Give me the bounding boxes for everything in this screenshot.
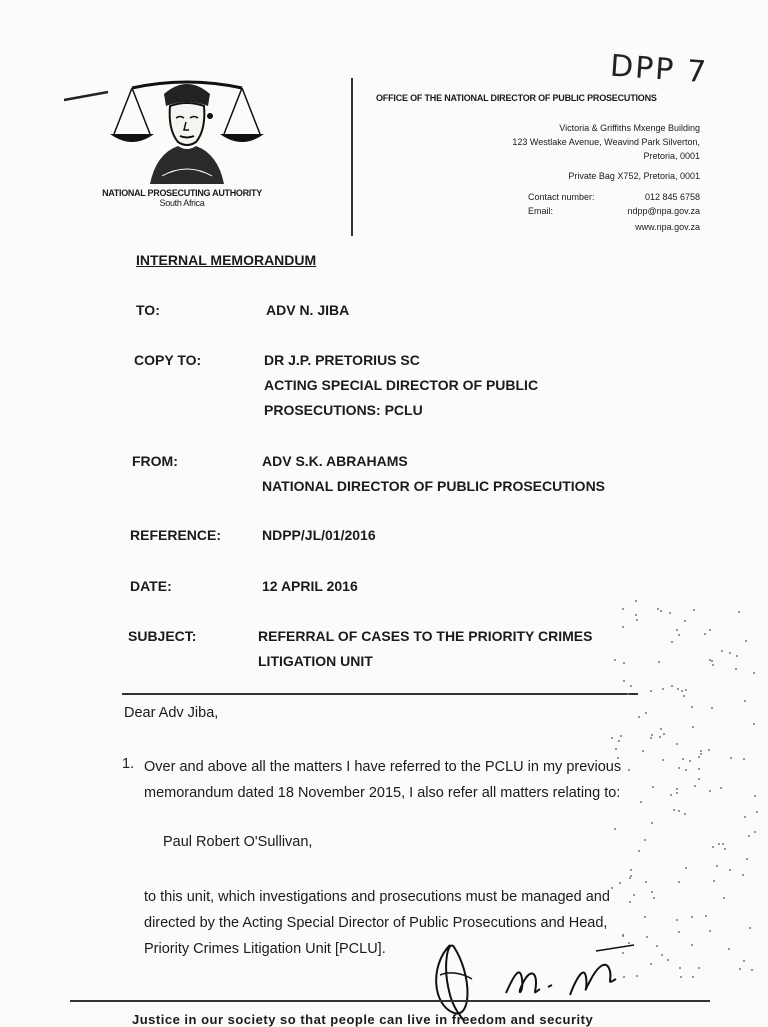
scan-speck [630,685,632,687]
scan-speck [709,930,711,932]
email-label: Email: [528,206,554,216]
scan-speck [622,626,624,628]
scan-speck [754,831,756,833]
scan-speck [642,750,644,752]
scan-speck [700,753,702,755]
memo-title: INTERNAL MEMORANDUM [136,252,317,268]
website: www.npa.gov.za [635,222,700,232]
authority-name: NATIONAL PROSECUTING AUTHORITY [102,188,262,198]
scan-speck [729,869,731,871]
subject-line: REFERRAL OF CASES TO THE PRIORITY CRIMES [258,628,593,644]
to-value: ADV N. JIBA [266,302,350,318]
scan-speck [638,716,640,718]
scan-speck [657,608,659,610]
scan-speck [735,668,737,670]
scan-speck [705,915,707,917]
scan-speck [722,843,724,845]
scan-speck [739,968,741,970]
scan-speck [644,839,646,841]
scan-speck [660,610,662,612]
scan-speck [635,614,637,616]
scan-speck [645,881,647,883]
scan-speck [743,960,745,962]
scan-speck [676,919,678,921]
scan-speck [651,891,653,893]
scan-speck [692,726,694,728]
item-number: 1. [122,756,135,772]
scan-speck [685,769,687,771]
copy-to-line: PROSECUTIONS: PCLU [264,402,423,418]
reference-value: NDPP/JL/01/2016 [262,527,376,543]
logo-caption [92,188,272,208]
scan-speck [716,865,718,867]
scan-speck [669,612,671,614]
scan-speck [708,749,710,751]
scan-speck [684,813,686,815]
scan-speck [698,967,700,969]
subject-label: SUBJECT: [128,628,197,644]
scan-speck [623,680,625,682]
scan-speck [748,835,750,837]
scan-speck [638,850,640,852]
scan-speck [678,810,680,812]
scan-speck [658,661,660,663]
contact-number: 012 845 6758 [644,192,700,202]
scan-speck [656,945,658,947]
scan-speck [663,733,665,735]
scan-speck [630,875,632,877]
scan-speck [676,743,678,745]
scan-speck [751,969,753,971]
scan-speck [749,927,751,929]
scan-speck [681,690,683,692]
subject-line: LITIGATION UNIT [258,653,373,669]
scan-speck [698,778,700,780]
scan-speck [709,659,711,661]
scan-speck [692,976,694,978]
scan-speck [713,880,715,882]
scan-speck [693,609,695,611]
scan-speck [718,843,720,845]
scan-speck [678,881,680,883]
scan-speck [723,897,725,899]
to-label: TO: [136,302,160,318]
private-bag: Private Bag X752, Pretoria, 0001 [568,171,700,181]
email-address: ndpp@npa.gov.za [627,206,700,216]
scan-speck [676,792,678,794]
scan-speck [611,737,613,739]
scan-speck [744,700,746,702]
scan-speck [730,757,732,759]
copy-to-label: COPY TO: [134,352,202,368]
scan-speck [720,787,722,789]
scan-speck [711,707,713,709]
scan-speck [662,688,664,690]
scan-speck [698,768,700,770]
footer-rule [70,1000,710,1002]
scan-speck [623,662,625,664]
scan-speck [635,600,637,602]
scan-speck [644,916,646,918]
handwritten-document-mark: DPP 7 [608,48,710,91]
reference-label: REFERENCE: [130,527,222,543]
paragraph-1 [144,754,644,806]
scan-speck [646,936,648,938]
scan-speck [667,959,669,961]
scan-speck [729,652,731,654]
scan-speck [711,660,713,662]
scan-speck [685,689,687,691]
scan-speck [712,846,714,848]
paragraph-line: directed by the Acting Special Director of Public Prosecutions and Head, [144,915,608,931]
address-line: Victoria & Griffiths Mxenge Building [559,123,700,133]
scales-of-justice-icon [92,72,282,192]
scan-speck [691,944,693,946]
paragraph-line: memorandum dated 18 November 2015, I also refer all matters relating to: [144,785,621,801]
scan-speck [684,620,686,622]
scan-speck [662,759,664,761]
scan-speck [691,916,693,918]
scan-speck [743,758,745,760]
from-value [262,449,605,499]
scan-speck [653,897,655,899]
contact-label: Contact number: [528,192,595,202]
scan-speck [709,790,711,792]
scan-speck [678,634,680,636]
scan-speck [682,758,684,760]
paragraph-line: to this unit, which investigations and prosecutions must be managed and [144,889,610,905]
scan-speck [618,740,620,742]
scan-speck [678,931,680,933]
scan-speck [676,788,678,790]
scan-speck [659,736,661,738]
address-block [512,121,700,163]
scan-speck [694,785,696,787]
scan-speck [704,633,706,635]
copy-to-line: DR J.P. PRETORIUS SC [264,352,420,368]
scan-speck [651,822,653,824]
scan-speck [691,706,693,708]
date-value: 12 APRIL 2016 [262,578,358,594]
scan-speck [650,737,652,739]
salutation: Dear Adv Jiba, [124,705,219,721]
scan-speck [615,748,617,750]
scan-speck [738,611,740,613]
scan-speck [614,828,616,830]
scan-speck [651,734,653,736]
scan-speck [756,811,758,813]
scan-speck [689,760,691,762]
scan-speck [678,767,680,769]
scan-speck [754,795,756,797]
scan-speck [724,848,726,850]
scan-speck [677,688,679,690]
copy-to-value [264,348,538,423]
header-rule [122,693,638,695]
letterhead-divider [351,78,353,236]
authority-country: South Africa [159,198,205,208]
subject-value [258,624,592,674]
address-line: Pretoria, 0001 [643,151,700,161]
scan-speck [736,655,738,657]
scan-speck [614,659,616,661]
address-line: 123 Westlake Avenue, Weavind Park Silverton, [512,137,700,147]
scan-speck [661,954,663,956]
scan-speck [636,619,638,621]
from-line: ADV S.K. ABRAHAMS [262,453,408,469]
date-label: DATE: [130,578,172,594]
scan-speck [629,877,631,879]
scan-speck [753,672,755,674]
from-label: FROM: [132,453,178,469]
scan-speck [630,869,632,871]
scan-speck [744,816,746,818]
email-row [528,206,700,216]
scan-speck [622,608,624,610]
scan-speck [650,690,652,692]
scan-speck [698,756,700,758]
scan-speck [712,664,714,666]
scan-speck [660,728,662,730]
scan-speck [671,641,673,643]
paragraph-line: Over and above all the matters I have referred to the PCLU in my previous [144,759,622,775]
scan-speck [721,650,723,652]
scan-speck [685,867,687,869]
scan-speck [745,640,747,642]
scan-speck [673,809,675,811]
scan-speck [728,948,730,950]
scan-speck [742,874,744,876]
contact-row [528,192,700,202]
scan-speck [671,685,673,687]
scan-speck [683,695,685,697]
scan-speck [700,750,702,752]
scan-speck [676,629,678,631]
subject-person-name: Paul Robert O'Sullivan, [163,834,313,850]
paragraph-line: Priority Crimes Litigation Unit [PCLU]. [144,941,386,957]
scan-speck [620,735,622,737]
scan-speck [680,976,682,978]
scan-speck [650,963,652,965]
scan-speck [670,794,672,796]
scan-speck [652,786,654,788]
scan-speck [679,967,681,969]
from-line: NATIONAL DIRECTOR OF PUBLIC PROSECUTIONS [262,478,606,494]
scan-speck [746,858,748,860]
scan-speck [753,723,755,725]
office-heading: OFFICE OF THE NATIONAL DIRECTOR OF PUBLIC PROSECUTIONS [376,93,657,103]
scan-speck [709,629,711,631]
scan-speck [645,712,647,714]
footer-motto: Justice in our society so that people can live in freedom and security [132,1012,594,1027]
copy-to-line: ACTING SPECIAL DIRECTOR OF PUBLIC [264,377,539,393]
